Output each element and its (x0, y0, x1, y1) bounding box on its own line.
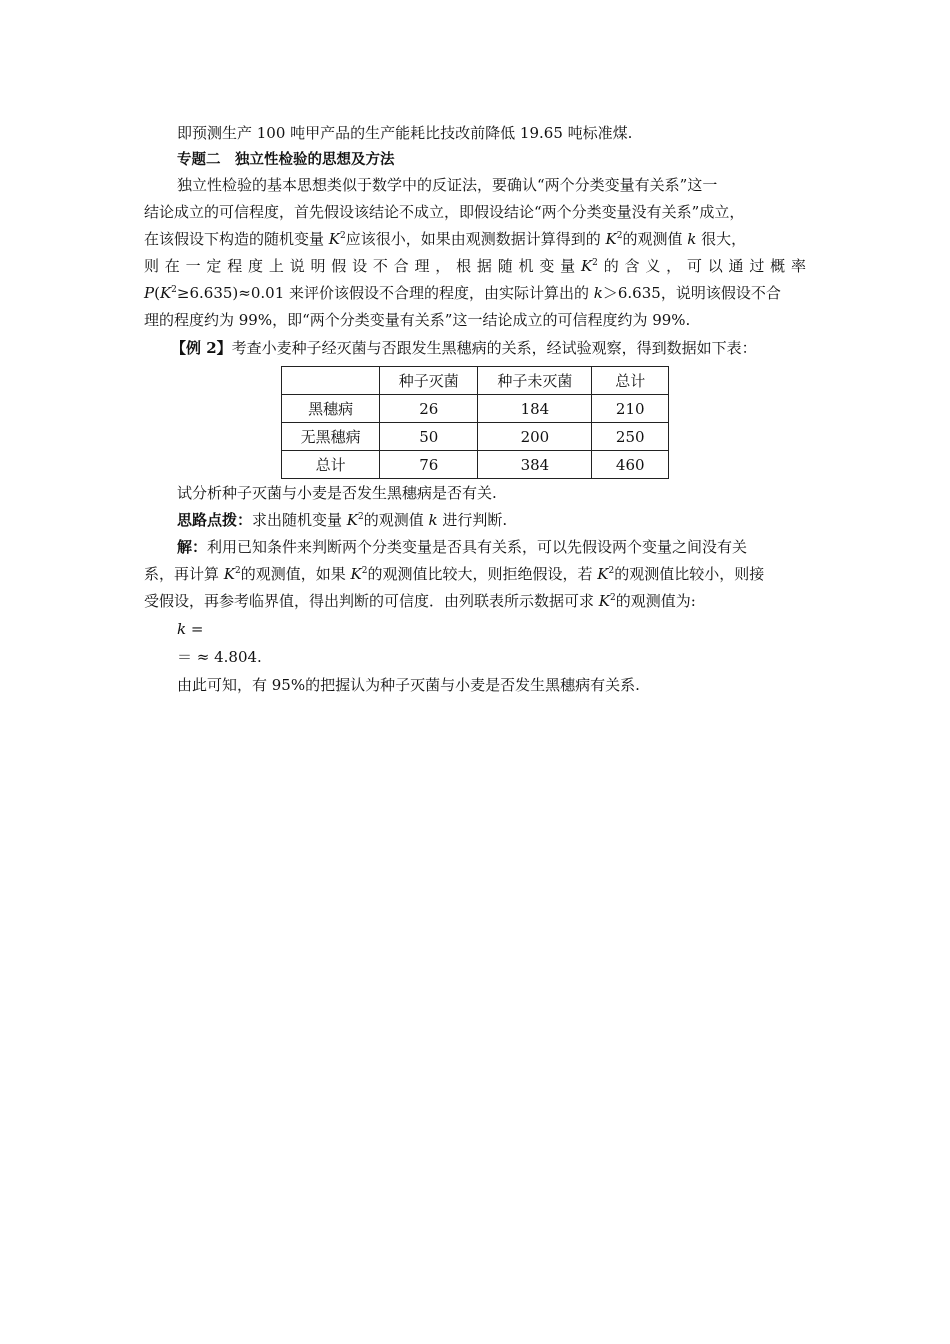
math-k: k (177, 620, 187, 638)
math-exponent: 2 (592, 258, 598, 268)
math-K: K (159, 284, 172, 302)
table-cell: 250 (592, 423, 669, 451)
math-K: K (328, 230, 340, 248)
math-k: k (593, 284, 603, 302)
math-K: K (350, 565, 362, 583)
table-header-cell: 总计 (592, 367, 669, 395)
text-run: 的观测值比较小，则接 (614, 565, 765, 583)
math-exponent: 2 (340, 231, 346, 241)
table-header-cell (282, 367, 380, 395)
text-run: 利用已知条件来判断两个分类变量是否具有关系，可以先假设两个变量之间没有关 (207, 538, 748, 556)
solution-line (177, 537, 747, 557)
table-cell: 76 (380, 451, 478, 479)
hint-line (177, 510, 507, 530)
text-run: 的观测值 (622, 230, 688, 248)
text-run: 的含义，可以通过概率 (597, 257, 806, 275)
math-exponent: 2 (608, 566, 615, 576)
table-header-row (282, 367, 669, 395)
text-run: = (186, 620, 204, 638)
approx-result: ＝ ≈ 4.804. (177, 648, 262, 666)
math-k: k (428, 511, 438, 529)
contingency-table (281, 366, 669, 479)
math-K: K (598, 592, 610, 610)
table-header-cell: 种子灭菌 (380, 367, 478, 395)
math-K: K (597, 565, 609, 583)
example-tag: 【例 2】 (171, 339, 232, 357)
conclusion-text: 由此可知，有 95%的把握认为种子灭菌与小麦是否发生黑穗病有关系. (177, 676, 640, 694)
text-run: ＞6.635，说明该假设不合 (602, 284, 781, 302)
math-exponent: 2 (235, 566, 241, 576)
text-run: 进行判断. (442, 511, 508, 529)
table-header-cell: 种子未灭菌 (478, 367, 592, 395)
text-run: 在该假设下构造的随机变量 (144, 230, 329, 248)
paragraph-line: $P(K^2\ge 6.635)\approx 0.01$ 来评价该假设不合理的程度，由实际计算出的 k＞6.635，说明该假设不合 (144, 284, 781, 302)
paragraph-line (144, 229, 746, 249)
math-exponent: 2 (358, 512, 364, 522)
example-statement (171, 338, 757, 358)
text-run: 系，再计算 (144, 565, 224, 583)
text-run: 受假设，再参考临界值，得出判断的可信度．由列联表所示数据可求 (144, 592, 599, 610)
table-cell: 460 (592, 451, 669, 479)
math-K: K (605, 230, 617, 248)
paragraph-line: 理的程度约为 99%，即“两个分类变量有关系”这一结论成立的可信程度约为 99%. (144, 311, 691, 329)
math-K: K (346, 511, 359, 529)
math-K: K (580, 257, 593, 275)
hint-label: 思路点拨： (177, 511, 253, 529)
text-run: 则在一定程度上说明假设不合理，根据随机变量 (144, 257, 581, 275)
paragraph-line (144, 256, 806, 276)
prediction-sentence: 即预测生产 100 吨甲产品的生产能耗比技改前降低 19.65 吨标准煤. (177, 124, 633, 142)
table-row-label: 无黑穗病 (282, 423, 380, 451)
table-row-label: 黑穗病 (282, 395, 380, 423)
table-row (282, 395, 669, 423)
k-equation (177, 619, 203, 639)
math-P: P (144, 284, 155, 302)
text-run: 的观测值 (363, 511, 429, 529)
math-exponent: 2 (171, 285, 177, 295)
math-exponent: 2 (361, 566, 368, 576)
table-row (282, 423, 669, 451)
table-row-label: 总计 (282, 451, 380, 479)
section-heading: 专题二 独立性检验的思想及方法 (177, 152, 395, 168)
math-exponent: 2 (610, 593, 616, 603)
paragraph-line: 结论成立的可信程度，首先假设该结论不成立，即假设结论“两个分类变量没有关系”成立， (144, 203, 745, 221)
table-cell: 184 (478, 395, 592, 423)
table-cell: 50 (380, 423, 478, 451)
text-run: 求出随机变量 (252, 511, 347, 529)
table-cell: 26 (380, 395, 478, 423)
text-run: 应该很小，如果由观测数据计算得到的 (345, 230, 606, 248)
solution-line (144, 564, 764, 584)
text-run: 的观测值，如果 (240, 565, 351, 583)
table-cell: 384 (478, 451, 592, 479)
text-run: 的观测值比较大，则拒绝假设，若 (367, 565, 598, 583)
paragraph-line: 独立性检验的基本思想类似于数学中的反证法，要确认“两个分类变量有关系”这一 (177, 176, 718, 194)
math-exponent: 2 (616, 231, 623, 241)
table-row (282, 451, 669, 479)
text-run: 很大， (701, 230, 747, 248)
math-K: K (223, 565, 235, 583)
table-cell: 200 (478, 423, 592, 451)
math-k: k (687, 230, 697, 248)
solution-label: 解： (177, 538, 208, 556)
table-cell: 210 (592, 395, 669, 423)
question-text: 试分析种子灭菌与小麦是否发生黑穗病是否有关. (177, 484, 497, 502)
example-text: 考查小麦种子经灭菌与否跟发生黑穗病的关系，经试验观察，得到数据如下表： (231, 339, 757, 357)
text-run: ≥6.635)≈0.01 来评价该假设不合理的程度，由实际计算出的 (176, 284, 594, 302)
solution-line (144, 591, 696, 611)
text-run: 的观测值为: (615, 592, 696, 610)
